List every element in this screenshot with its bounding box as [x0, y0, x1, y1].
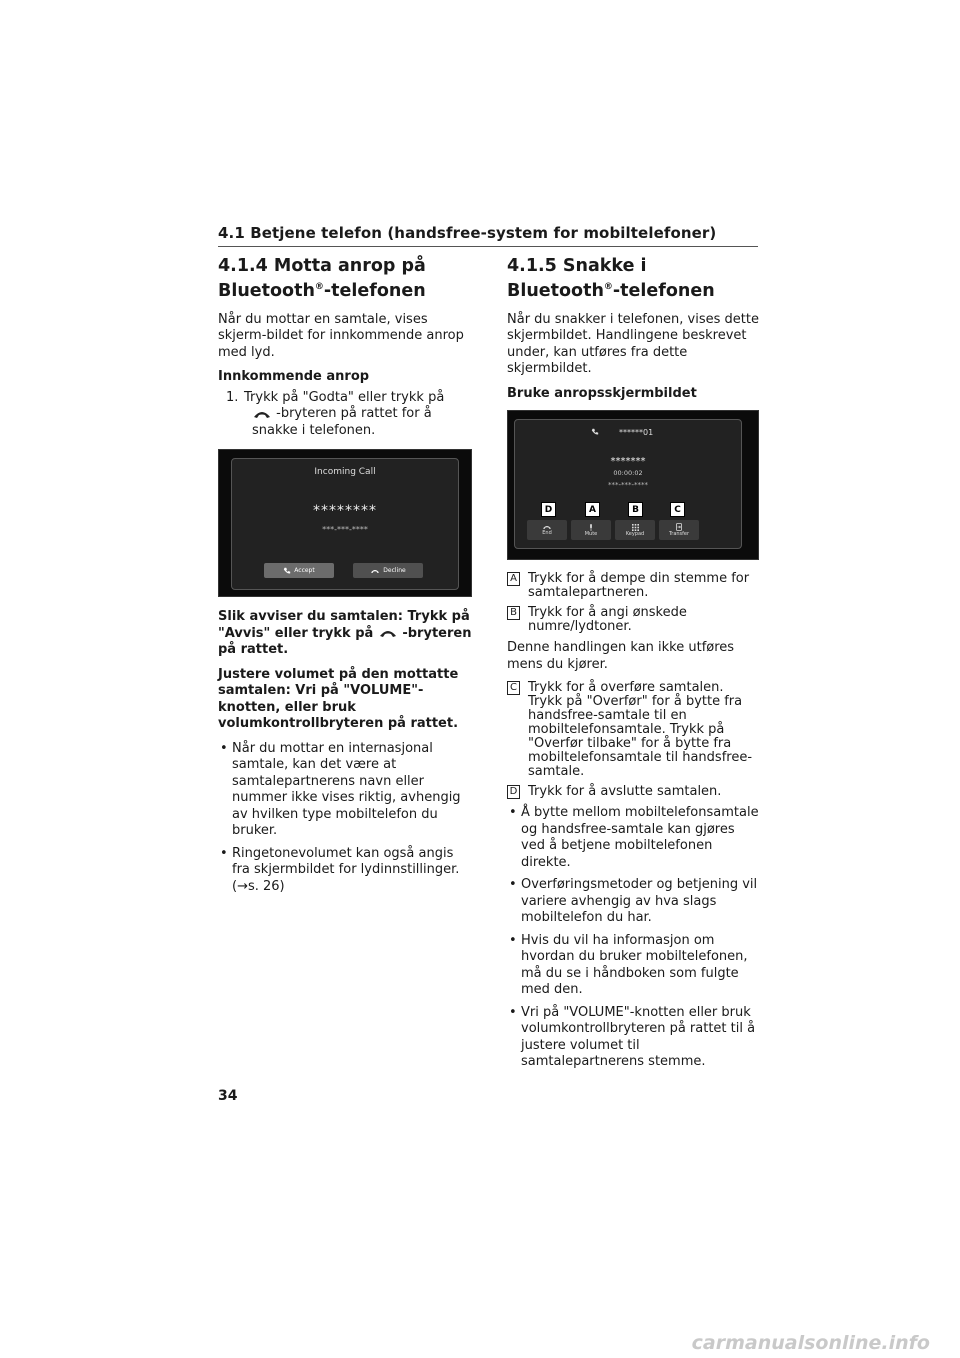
callout-d: D	[541, 502, 556, 517]
right-bullet-4: • Vri på "VOLUME"-knotten eller bruk volumkontrollbryteren på rattet til å justere volumet til samtalepartnerens stemme.	[509, 1004, 756, 1070]
item-a: A Trykk for å dempe din stemme for samtalepartneren.	[507, 572, 761, 600]
transfer-label: Transfer	[668, 531, 690, 538]
right-title-bluetooth: Bluetooth	[507, 280, 604, 301]
watermark	[0, 1328, 960, 1358]
accept-button[interactable]	[264, 563, 334, 578]
incoming-call-screenshot	[218, 449, 472, 597]
item-c: C Trykk for å overføre samtalen. Trykk på "Overfør" for å bytte fra handsfree-samtale til en mobiltelefonsamtale. Trykk på "Overfør tilbake" for å bytte fra mobiltelefonsamtale til handsfree-samtale.	[507, 681, 761, 779]
mute-label: Mute	[584, 530, 598, 537]
decline-label: Decline	[383, 567, 406, 575]
volume-instruction: Justere volumet på den mottatte samtalen: Vri på "VOLUME"-knotten, eller bruk volumkontrollbryteren på rattet.	[218, 666, 459, 732]
caller-number: ***-***-****	[322, 525, 368, 535]
callout-b: B	[628, 502, 643, 517]
call-top-number: ******01	[619, 428, 654, 438]
right-intro: Når du snakker i telefonen, vises dette skjermbildet. Handlingene beskrevet under, kan utføres fra dette skjermbildet.	[507, 311, 759, 377]
incoming-call-panel	[231, 458, 459, 590]
right-section-title	[507, 256, 761, 302]
item-b: B Trykk for å angi ønskede numre/lydtoner.	[507, 606, 761, 634]
caller-name: *******	[610, 456, 646, 468]
end-button[interactable]	[527, 520, 567, 540]
phone-icon	[591, 428, 599, 436]
incoming-heading: Innkommende anrop	[218, 369, 370, 385]
transfer-icon	[676, 523, 682, 531]
keypad-button[interactable]	[615, 520, 655, 540]
section-header: 4.1 Betjene telefon (handsfree-system for mobiltelefoner)	[218, 224, 758, 247]
left-title-suffix: -telefonen	[323, 280, 426, 301]
right-column	[507, 256, 761, 1077]
call-timer: 00:00:02	[613, 469, 643, 478]
right-bullet-3: • Hvis du vil ha informasjon om hvordan du bruker mobiltelefonen, må du se i håndboken som fulgte med den.	[509, 932, 748, 998]
mute-button[interactable]	[571, 520, 611, 540]
callout-c: C	[670, 502, 685, 517]
step-text-b: -bryteren på rattet for å snakke i telefonen.	[252, 406, 432, 438]
left-section-title	[218, 256, 472, 302]
phone-icon	[283, 567, 291, 575]
caller-name: ********	[313, 503, 377, 520]
hang-up-switch-icon	[378, 628, 398, 638]
registered-mark: ®	[603, 282, 613, 292]
right-title-suffix: -telefonen	[612, 280, 715, 301]
callout-a: A	[585, 502, 600, 517]
decline-button[interactable]	[353, 563, 423, 578]
accept-label: Accept	[294, 567, 315, 575]
item-d: D Trykk for å avslutte samtalen.	[507, 785, 761, 799]
left-intro: Når du mottar en samtale, vises skjerm-bildet for innkommende anrop med lyd.	[218, 311, 464, 360]
reject-text-a: Slik avviser du samtalen: Trykk på "Avvis" eller trykk på	[218, 609, 470, 641]
watermark-text: carmanualsonline.info	[691, 1332, 930, 1354]
reject-text-b: -bryteren på rattet.	[218, 625, 472, 658]
keypad-label: Keypad	[625, 530, 645, 537]
hang-up-icon	[370, 568, 380, 574]
left-title-bluetooth: Bluetooth	[218, 280, 315, 301]
step-number: 1.	[226, 389, 239, 405]
right-bullet-2: • Overføringsmetoder og betjening vil variere avhengig av hva slags mobiltelefon du har.	[509, 877, 758, 926]
microphone-icon	[588, 524, 594, 531]
call-screen-heading: Bruke anropsskjermbildet	[507, 385, 697, 401]
driving-note: Denne handlingen kan ikke utføres mens du kjører.	[507, 640, 735, 672]
end-label: End	[542, 530, 552, 537]
left-column	[218, 256, 472, 901]
left-bullet-1: • Når du mottar en internasjonal samtale, kan det være at samtalepartnerens navn eller nummer ikke vises riktig, avhengig av hvilken type mobiltelefon du bruker.	[220, 740, 461, 839]
call-panel	[514, 419, 742, 549]
step-text-a: Trykk på "Godta" eller trykk på	[244, 389, 445, 405]
call-screenshot	[507, 410, 759, 560]
left-title-line1: 4.1.4 Motta anrop på	[218, 256, 426, 276]
phone-answer-icon	[252, 409, 272, 419]
left-bullet-2: • Ringetonevolumet kan også angis fra skjermbildet for lydinnstillinger. (→s. 26)	[220, 845, 460, 894]
page-number: 34	[218, 1088, 238, 1104]
transfer-button[interactable]	[659, 520, 699, 540]
incoming-call-title: Incoming Call	[314, 467, 376, 478]
caller-number: ***-***-****	[607, 481, 649, 490]
step-1	[218, 390, 472, 440]
keypad-icon	[632, 524, 639, 531]
registered-mark: ®	[314, 282, 324, 292]
right-bullet-1: • Å bytte mellom mobiltelefonsamtale og handsfree-samtale kan gjøres ved å betjene mobiltelefonen direkte.	[509, 805, 759, 870]
right-title-line1: 4.1.5 Snakke i	[507, 256, 647, 276]
reject-instruction	[218, 609, 472, 659]
